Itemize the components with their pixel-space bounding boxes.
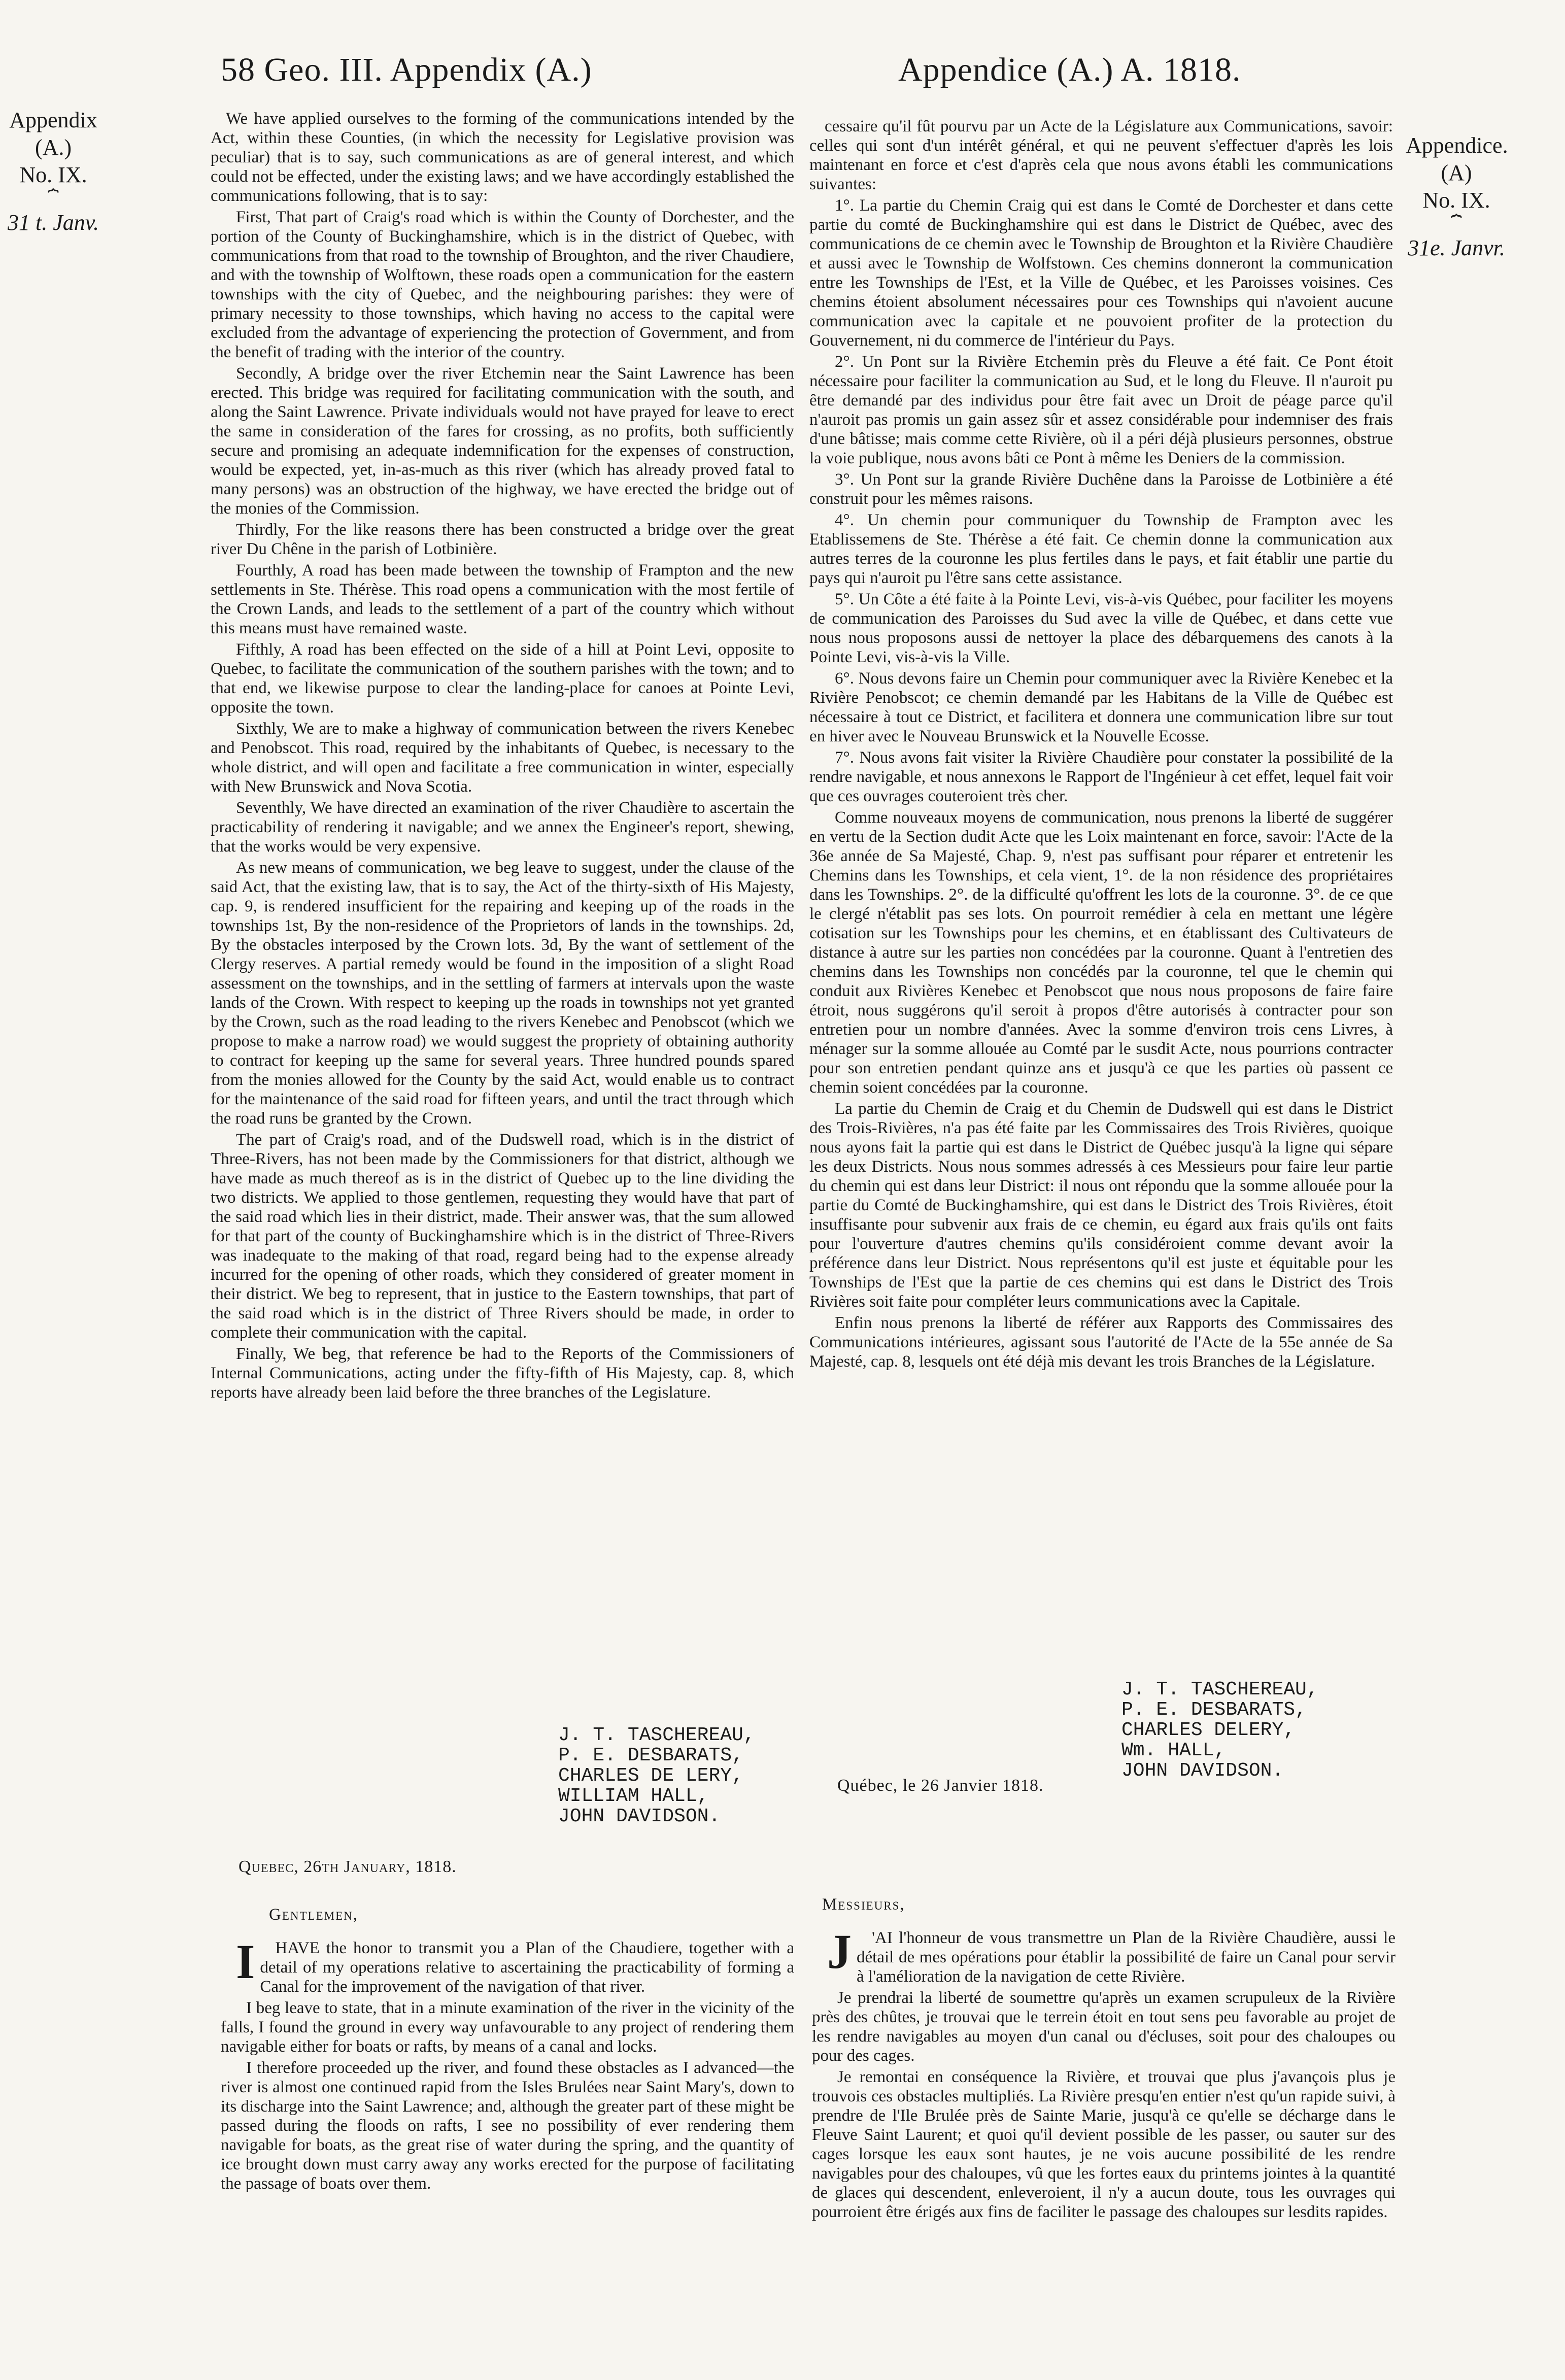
paragraph: As new means of communication, we beg leave to suggest, under the clause of the said Act, that the existing law, that is to say, the Act of the thirty-sixth of His Majesty, cap. 9, is rendered insufficient for the repairing and keeping up of the roads in the townships 1st, By the non-residence of the Proprietors of lands in the townships. 2d, By the obstacles interposed by the Crown lots. 3d, By the want of settlement of the Clergy reserves. A partial remedy would be found in the imposition of a slight Road assessment on the townships, and in the settling of farmers at intervals upon the waste lands of the Crown. With respect to keeping up the roads in townships not yet granted by the Crown, such as the road leading to the rivers Kenebec and Penobscot (which we propose to make a narrow road) we would suggest the propriety of obtaining authority to contract for keeping up the same for several years. Three hundred pounds spared from the monies allowed for the County by the said Act, would enable us to contract for the maintenance of the said road for fifteen years, and until the tract through which the road runs be granted by the Crown. <box>211 859 794 1128</box>
paragraph: 5°. Un Côte a été faite à la Pointe Levi, vis-à-vis Québec, pour faciliter les moyens de communication des Paroisses du Sud avec la ville de Québec, et dans cette vue nous nous proposons aussi de nettoyer la place des débarquemens des canots à la Pointe Levi, vis-à-vis la Ville. <box>809 590 1393 666</box>
margin-left-date: 31 t. Janv. <box>7 210 99 235</box>
english-engineer-letter <box>221 1939 794 2375</box>
brace-icon: ⏞ <box>1451 214 1462 234</box>
paragraph: Fifthly, A road has been effected on the side of a hill at Point Levi, opposite to Quebec, to facilitate the communication of the southern parishes with the town; and to that end, we likewise purpose to clear the landing-place for canoes at Pointe Levi, opposite the town. <box>211 640 794 717</box>
paragraph <box>812 1928 1396 1986</box>
paragraph: Secondly, A bridge over the river Etchemin near the Saint Lawrence has been erected. This bridge was required for facilitating communication with the south, and along the Saint Lawrence. Private individuals would not have prayed for leave to erect the same in consideration of the fares for crossing, as no profits, both sufficiently secure and promising an adequate indemnification for the expenses of construction, would be expected, yet, in-as-much as this river (which has already proved fatal to many persons) was an obstruction of the highway, we have erected the bridge out of the monies of the Commission. <box>211 364 794 518</box>
french-signatures <box>1121 1680 1318 1781</box>
paragraph: Comme nouveaux moyens de communication, nous prenons la liberté de suggérer en vertu de la Section dudit Acte que les Loix maintenant en force, savoir: l'Acte de la 36e année de Sa Majesté, Chap. 9, n'est pas suffisant pour réparer et entretenir les Chemins dans les Townships, et cela vient, 1°. de la non résidence des propriétaires dans les Townships. 2°. de la difficulté qu'offrent les lots de la couronne. 3°. de ce que le clergé n'établit pas ses lots. On pourroit remédier à cela en mettant une légère cotisation sur les Townships pour les chemins, et en établissant des Cultivateurs de distance à autre sur les parties non concédées par la couronne. Quant à l'entretien des chemins dans les Townships non concédés par la couronne, tel que le chemin qui conduit aux Rivières Kenebec et Penobscot que nous nous proposons de faire faire étroit, nous suggérons qu'il seroit à propos d'être autorisés à contracter pour son entretien pour un nombre d'années. Avec la somme d'environ trois cens Livres, à ménager sur la somme allouée au Comté par le susdit Acte, nous pourrions contracter pour son entretien pendant quinze ans et jusqu'à ce que les parties où passent ce chemin soient concédées par la couronne. <box>809 808 1393 1097</box>
page-header-right: Appendice (A.) A. 1818. <box>898 51 1241 88</box>
signature-line: JOHN DAVIDSON. <box>1121 1760 1284 1782</box>
page-header-left: 58 Geo. III. Appendix (A.) <box>221 51 592 88</box>
signature-line: WILLIAM HALL, <box>558 1785 709 1807</box>
paragraph: Seventhly, We have directed an examination of the river Chaudière to ascertain the practicability of rendering it navigable; and we annex the Engineer's report, shewing, that the works would be very expensive. <box>211 799 794 856</box>
paragraph-text: HAVE the honor to transmit you a Plan of the Chaudiere, together with a detail of my operations relative to ascertaining the practicability of forming a Canal for the improvement of the navigation of that river. <box>260 1939 794 1996</box>
paragraph: Finally, We beg, that reference be had to the Reports of the Commissioners of Internal Communications, acting under the fifty-fifth of His Majesty, cap. 8, which reports have already been laid before the three branches of the Legislature. <box>211 1345 794 1402</box>
brace-icon: ⏞ <box>48 189 59 209</box>
margin-left-line1: Appendix <box>9 108 97 132</box>
margin-left-line2: (A.) <box>35 135 72 160</box>
paragraph: We have applied ourselves to the forming of the communications intended by the Act, within these Counties, (in which the necessity for Legislative provision was peculiar) that is to say, such communications as are of general interest, and which could not be effected, under the existing laws; and we have accordingly established the communications following, that is to say: <box>211 110 794 205</box>
paragraph: Thirdly, For the like reasons there has been constructed a bridge over the great river Du Chêne in the parish of Lotbinière. <box>211 521 794 558</box>
drop-cap: I <box>236 1939 255 1989</box>
paragraph: The part of Craig's road, and of the Dudswell road, which is in the district of Three-Rivers, has not been made by the Commissioners for that district, although we have made as much thereof as is in the district of Quebec up to the line dividing the two districts. We applied to those gentlemen, requesting they would have that part of the said road which lies in their district, made. Their answer was, that the sum allowed for that part of the county of Buckinghamshire which is in the district of Three-Rivers was inadequate to the making of that road, regard being had to the expense already incurred for the opening of other roads, which they considered of greater moment in their district. We beg to represent, that in justice to the Eastern townships, that part of the said road which is in the district of Three Rivers should be made, in order to complete their communication with the capital. <box>211 1131 794 1342</box>
signature-line: JOHN DAVIDSON. <box>558 1806 721 1827</box>
paragraph: Je prendrai la liberté de soumettre qu'après un examen scrupuleux de la Rivière près des chûtes, je trouvai que le terrein étoit en tout sens peu favorable au projet de les rendre navigables au moyen d'un canal ou d'écluses, soit pour des chaloupes ou pour des cages. <box>812 1989 1396 2065</box>
english-report-column <box>211 109 794 1489</box>
paragraph: I therefore proceeded up the river, and found these obstacles as I advanced—the river is almost one continued rapid from the Isles Brulées near Saint Mary's, down to its discharge into the Saint Lawrence; and, although the greater part of these might be passed during the floods on rafts, I see no possibility of ever rendering them navigable for boats, as the great rise of water during the spring, and the quantity of ice brought down must carry away any works erected for the purpose of facilitating the passage of boats over them. <box>221 2059 794 2193</box>
margin-note-left <box>5 107 101 236</box>
signature-line: Wm. HALL, <box>1121 1740 1226 1761</box>
paragraph: First, That part of Craig's road which is within the County of Dorchester, and the portion of the County of Buckinghamshire, which is in the district of Quebec, with communications from that road to the township of Broughton, and the river Chaudiere, and with the township of Wolftown, these roads open a communication for the eastern townships with the city of Quebec, and the neighbouring parishes: they were of primary necessity to those townships, which having no access to the capital were excluded from the advantage of experiencing the protection of Government, and from the benefit of trading with the interior of the country. <box>211 208 794 361</box>
margin-left-line3: No. IX. <box>19 162 87 187</box>
paragraph: 6°. Nous devons faire un Chemin pour communiquer avec la Rivière Kenebec et la Rivière Penobscot; ce chemin demandé par les Habitans de la Ville de Québec est nécessaire à tout ce District, et facilitera et donnera une communication libre sur tout en hiver avec le Nouveau Brunswick et la Nouvelle Ecosse. <box>809 669 1393 745</box>
signature-line: P. E. DESBARATS, <box>1121 1699 1307 1721</box>
margin-right-line1: Appendice. <box>1406 133 1508 158</box>
margin-right-date: 31e. Janvr. <box>1408 235 1505 260</box>
paragraph: I beg leave to state, that in a minute examination of the river in the vicinity of the falls, I found the ground in every way unfavourable to any project of rendering them navigable either for boats or rafts, by means of a canal and locks. <box>221 1999 794 2056</box>
signature-line: P. E. DESBARATS, <box>558 1745 743 1766</box>
paragraph: 3°. Un Pont sur la grande Rivière Duchêne dans la Paroisse de Lotbinière a été construit pour les mêmes raisons. <box>809 470 1393 508</box>
margin-note-right <box>1406 132 1507 262</box>
paragraph: 4°. Un chemin pour communiquer du Township de Frampton avec les Etablissemens de Ste. Thérèse a été fait. Ce chemin donne la communication aux autres terres de la couronne les plus fertiles dans le pays, et fait établir une partie du pays qui n'auroit pu l'être sans cette assistance. <box>809 511 1393 587</box>
paragraph: Sixthly, We are to make a highway of communication between the rivers Kenebec and Penobscot. This road, required by the inhabitants of Quebec, is necessary to the whole district, and will open and facilitate a free communication in winter, especially with New Brunswick and Nova Scotia. <box>211 720 794 796</box>
english-salutation: Gentlemen, <box>269 1906 358 1924</box>
french-report-column <box>809 117 1393 1624</box>
english-signatures <box>558 1725 755 1827</box>
margin-right-line3: No. IX. <box>1422 188 1490 213</box>
english-dateline: Quebec, 26th January, 1818. <box>239 1857 457 1876</box>
french-engineer-letter <box>812 1928 1396 2375</box>
signature-line: CHARLES DE LERY, <box>558 1765 743 1787</box>
french-dateline: Québec, le 26 Janvier 1818. <box>837 1776 1044 1795</box>
paragraph: cessaire qu'il fût pourvu par un Acte de la Législature aux Communications, savoir: celles qui sont d'un intérêt général, et qui ne peuvent s'effectuer d'après les lois maintenant en force et c'est d'après cela que nous avons établi les communications suivantes: <box>809 117 1393 193</box>
signature-line: CHARLES DELERY, <box>1121 1719 1296 1741</box>
drop-cap: J <box>827 1928 852 1979</box>
paragraph: Je remontai en conséquence la Rivière, et trouvai que plus j'avançois plus je trouvois ces obstacles multipliés. La Rivière presqu'en entier n'est qu'un rapide suivi, à prendre de l'Ile Brulée près de Sainte Marie, jusqu'à ce qu'elle se décharge dans le Fleuve Saint Laurent; et quoi qu'il devient possible de les passer, ou sauter sur des cages lorsque les eaux sont hautes, je ne vois aucune possibilité de les rendre navigables pour des chaloupes, vû que les fortes eaux du printems jointes à la quantité de glaces qui descendent, enleveroient, il n'y a aucun doute, tous les ouvrages qui pourroient être érigés aux fins de faciliter le passage des chaloupes sur lesdits rapides. <box>812 2068 1396 2221</box>
paragraph <box>221 1939 794 1996</box>
paragraph: 2°. Un Pont sur la Rivière Etchemin près du Fleuve a été fait. Ce Pont étoit nécessaire pour faciliter la communication au Sud, et le long du Fleuve. Il n'auroit pu être demandé par des individus pour être fait avec un Droit de péage parce qu'il n'auroit pas promis un gain assez sûr et assez considérable pour indemniser des frais d'une bâtisse; mais comme cette Rivière, où il a péri déjà plusieurs personnes, obstrue la voie publique, nous avons bâti ce Pont à même les Deniers de la commission. <box>809 353 1393 467</box>
signature-line: J. T. TASCHEREAU, <box>1121 1679 1318 1701</box>
paragraph: Enfin nous prenons la liberté de référer aux Rapports des Commissaires des Communications intérieures, agissant sous l'autorité de l'Acte de la 55e année de Sa Majesté, cap. 8, lesquels ont été déjà mis devant les trois Branches de la Législature. <box>809 1314 1393 1371</box>
signature-line: J. T. TASCHEREAU, <box>558 1724 755 1746</box>
paragraph-text: 'AI l'honneur de vous transmettre un Plan de la Rivière Chaudière, aussi le détail de mes opérations pour établir la possibilité de faire un Canal pour servir à l'amélioration de la navigation de cette Rivière. <box>857 1929 1396 1986</box>
french-salutation: Messieurs, <box>822 1895 905 1914</box>
paragraph: 7°. Nous avons fait visiter la Rivière Chaudière pour constater la possibilité de la rendre navigable, et nous annexons le Rapport de l'Ingénieur à cet effet, lequel fait voir que ces ouvrages couteroient très cher. <box>809 749 1393 805</box>
margin-right-line2: (A) <box>1441 160 1472 185</box>
paragraph: La partie du Chemin de Craig et du Chemin de Dudswell qui est dans le District des Trois-Rivières, n'a pas été faite par les Commissaires des Trois Rivières, quoique nous ayons fait la partie qui est dans le District de Québec jusqu'à la ligne qui sépare les deux Districts. Nous nous sommes adressés à ces Messieurs pour faire leur partie du chemin qui est dans leur District: il nous ont répondu que la somme allouée pour la partie du Comté de Buckinghamshire, qui est dans le District des Trois Rivières, étoit insuffisante pour subvenir aux frais de ce chemin, eu égard aux frais qu'ils ont faits pour l'ouverture d'autres chemins qu'ils considéroient comme devant avoir la préférence dans leur District. Nous représentons qu'il est juste et équitable pour les Townships de l'Est que la partie de ces chemins qui est dans le District des Trois Rivières soit faite pour compléter leurs communications avec la Capitale. <box>809 1100 1393 1311</box>
paragraph: Fourthly, A road has been made between the township of Frampton and the new settlements in Ste. Thérèse. This road opens a communication with the most fertile of the Crown Lands, and leads to the settlement of a part of the country which without this means must have remained waste. <box>211 561 794 637</box>
paragraph: 1°. La partie du Chemin Craig qui est dans le Comté de Dorchester et dans cette partie du comté de Buckinghamshire qui est dans le District de Québec, avec des communications de ce chemin avec le Township de Broughton et la Rivière Chaudière et aussi avec le Township de Wolfstown. Ces chemins donneront la communication entre les Townships de l'Est, et la Ville de Québec, et les Paroisses voisines. Ces chemins étoient absolument nécessaires pour ces Townships qui n'avoient aucune communication avec la capitale et ne pouvoient profiter de la protection du Gouvernement, ni du commerce de l'intérieur du Pays. <box>809 196 1393 350</box>
